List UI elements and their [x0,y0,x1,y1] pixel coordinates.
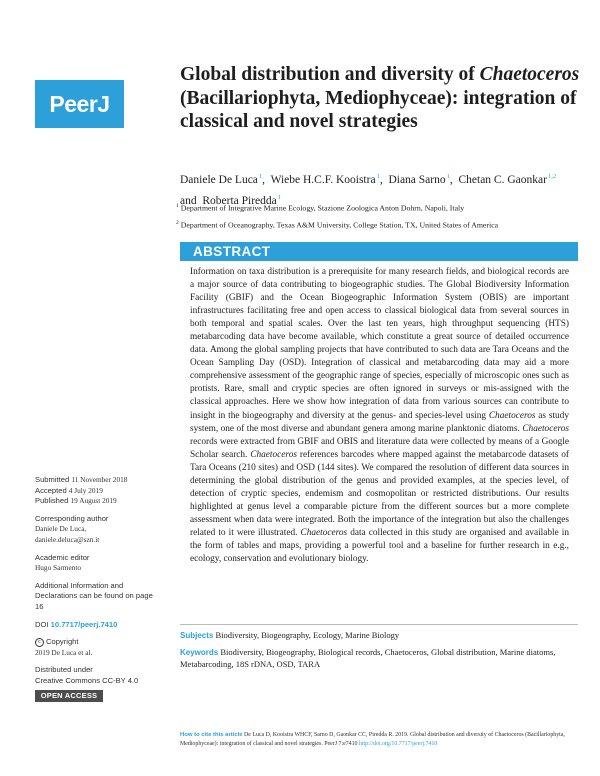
keywords-label: Keywords [180,647,219,657]
genus-name: Chaetoceros [488,410,536,421]
subjects-list: Biodiversity, Biogeography, Ecology, Marine Biology [215,630,400,640]
abstract-heading: ABSTRACT [193,244,271,259]
doi-label: DOI [35,619,49,629]
open-access-badge: OPEN ACCESS [35,690,103,702]
academic-editor-name: Hugo Sarmento [35,563,82,573]
author-name[interactable]: Chetan C. Gaonkar [458,173,547,186]
author-name[interactable]: Wiebe H.C.F. Kooistra [270,173,376,186]
copyright-icon: c [35,638,44,647]
how-to-cite [180,731,580,748]
affiliations [176,199,580,232]
peerj-logo: PeerJ [35,80,124,128]
cite-label: How to cite this article [180,732,243,738]
keywords-list: Biodiversity, Biogeography, Biological records, Chaetoceros, Global distribution, Marine diatoms, Metabarcoding, 18S rDNA, OSD, TARA [180,646,556,669]
academic-editor-label: Academic editor [35,552,90,562]
abstract-heading-bar [180,242,578,261]
subjects-label: Subjects [180,631,214,640]
author-list: Daniele De Luca$^1$, Wiebe H.C.F. Kooistra$^1$, Diana Sarno$^1$, Chetan C. Gaonkar$^{1,2}$ and Roberta Piredda$^1$ [180,173,557,207]
article-title: Global distribution and diversity of Chaetoceros (Bacillariophyta, Mediophyceae): integration of classical and novel strategies [180,64,580,132]
copyright-holder: 2019 De Luca et al. [35,647,93,657]
author-name[interactable]: Diana Sarno [388,173,446,186]
cite-text: De Luca D, Kooistra WHCF, Sarno D, Gaonkar CC, Piredda R. 2019. Global distribution and diversity of Chaetoceros (Bacillariophyta, Mediophyceae): integration of classical and novel strategies. PeerJ 7:e7410 [180,732,565,747]
abstract-text: Information on taxa distribution is a prerequisite for many research fields, and biological records are a major source of data contributing to biogeographic studies. The Global Biodiversity Information Facility (GBIF) and the Ocean Biogeographic Information System (OBIS) are important infrastructures facilitating free and open access to classical biological data from several sources in both temporal and spatial scales. Over the last ten years, high throughput sequencing (HTS) metabarcoding data have become available, which constitute a great source of detailed occurrence data. Among the global sampling projects that have contributed to such data are Tara Oceans and the Ocean Sampling Day (OSD). Integration of classical and metabarcoding data may aid a more comprehensive assessment of the geographic range of species, especially of microscopic ones such as protists. Rare, small and cryptic species are often ignored in surveys or mis-assigned with the classical approaches. Here we show how integration of data from various sources can contribute to insight in the biogeography and diversity at the genus- and species-level using Chaetoceros as study system, one of the most diverse and abundant genera among marine planktonic diatoms. Chaetoceros records were extracted from GBIF and OBIS and literature data were collected by means of a Google Scholar search. Chaetoceros references barcodes where mapped against the metabarcode datasets of Tara Oceans (210 sites) and OSD (144 sites). We compared the resolution of different data sources in determining the global distribution of the genus and provided examples, at the species level, of detection of cryptic species, endemism and cosmopolitan or restricted distributions. Our results highlighted at genus level a comparable picture from the different sources but a more complete assessment when data were integrated. Both the importance of the integration but also the challenges related to it were illustrated. Chaetoceros data collected in this study are organised and available in the form of tables and maps, providing a powerful tool and a baseline for further research in e.g., ecology, conservation and evolutionary biology. [190,267,570,565]
corresponding-author-label: Corresponding author [35,513,109,523]
doi-link[interactable]: 10.7717/peerj.7410 [50,619,118,629]
subjects-keywords [180,630,578,675]
affiliation-item: $^1$ Department of Integrative Marine Ecology, Stazione Zoologica Anton Dohrn, Napoli, Italy [176,203,465,213]
accepted-date: 4 July 2019 [68,485,103,495]
license-link[interactable]: Creative Commons CC-BY 4.0 [35,675,139,685]
genus-name: Chaetoceros [300,527,348,538]
genus-name: Chaetoceros [250,449,297,460]
keywords-divider [180,624,578,625]
cite-link[interactable]: http://doi.org/10.7717/peerj.7410 [358,740,438,747]
corresponding-author-email[interactable]: daniele.deluca@szn.it [35,534,100,544]
article-info-sidebar: Submitted 11 November 2018 Accepted 4 July 2019 Published 19 August 2019 Corresponding author Daniele De Luca, daniele.deluca@szn.it Academic editor Hugo Sarmento Additional Information and Declarations can be found on page 16 DOI 10.7717/peerj.7410 c Copyright 2019 De Luca et al. Distributed under Creative Commons CC-BY 4.0 [35,475,163,694]
genus-name: Chaetoceros [522,423,569,434]
submitted-date: 11 November 2018 [71,475,128,484]
additional-information-note[interactable]: Additional Information and Declarations can be found on page 16 [35,580,153,611]
author-name[interactable]: Daniele De Luca [180,173,258,186]
published-date: 19 August 2019 [70,496,117,506]
affiliation-item: $^2$ Department of Oceanography, Texas A&M University, College Station, TX, United States of America [176,219,499,230]
corresponding-author-name: Daniele De Luca, [35,524,87,534]
author-conjunction: and [180,194,197,207]
author-name[interactable]: Roberta Piredda [202,194,277,207]
